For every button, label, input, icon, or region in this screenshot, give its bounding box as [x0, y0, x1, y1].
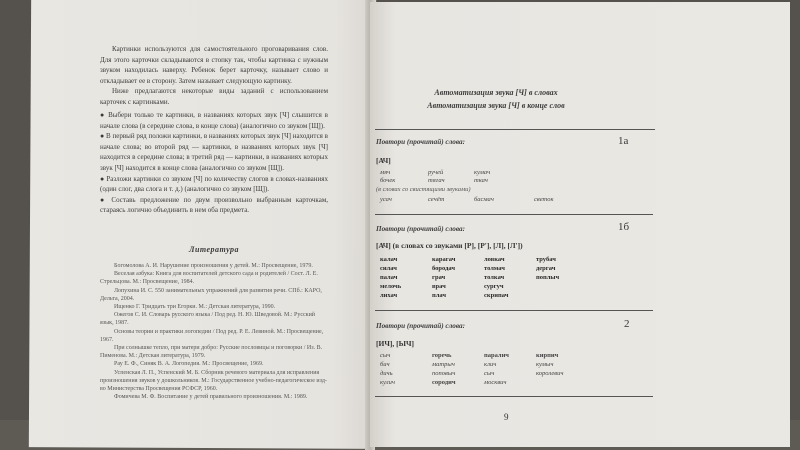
section-instruction: Повтори (прочитай) слова:	[376, 138, 466, 146]
word: кирпич	[536, 352, 559, 359]
word: москвич	[484, 379, 507, 386]
task-item: ● Выбери только те картинки, в названиях которых звук [Ч] слышится в начале слова (в середине слова, в конце слова) (аналогично со звуком [Щ]).	[100, 111, 328, 130]
word: бородач	[432, 265, 456, 272]
reference-item: Фомичева М. Ф. Воспитание у детей правильного произношения. М.: 1989.	[114, 394, 308, 401]
word: сечёт	[428, 196, 445, 203]
word: паралич	[484, 352, 509, 359]
word: грач	[432, 274, 446, 281]
note-text: Ниже предлагаются некоторые виды заданий с использованием карточек с картинками.	[100, 87, 328, 106]
word: трубач	[536, 256, 556, 263]
section-divider	[375, 310, 653, 311]
word: басмач	[474, 196, 494, 203]
sound-code: [ИЧ], [ЫЧ]	[376, 339, 414, 348]
word: матрыч	[432, 361, 455, 368]
word: дергач	[536, 265, 556, 272]
reference-item: Ожегов С. И. Словарь русского языка / Под ред. Н. Ю. Шведовой. М.: Русский язык, 1987.	[100, 312, 316, 327]
word: сыч	[380, 352, 391, 359]
task-item: ● Разложи картинки со звуком [Ч] по количеству слогов в словах-названиях (один слог, два слога и т. д.) (аналогично со звуком [Щ]).	[100, 174, 328, 194]
section-number: 1а	[618, 135, 629, 147]
word: лихач	[380, 292, 398, 299]
word: ловкач	[484, 256, 505, 263]
intro-paragraph	[100, 44, 328, 108]
literature-heading: Литература	[188, 245, 240, 254]
word: плач	[432, 292, 447, 299]
word: ткач	[474, 177, 488, 184]
page-title: Автоматизация звука [Ч] в словах	[434, 88, 558, 97]
word: горечь	[432, 352, 452, 359]
reference-item: Рау Е. Ф., Синяк В. А. Логопедия. М.: Просвещение, 1969.	[114, 361, 264, 368]
page-number: 9	[504, 412, 509, 422]
reference-item: Веселая азбука: Книга для воспитателей детского сада и родителей / Сост. Л. Е. Стрельцова. М.: Просвещение, 1984.	[100, 271, 318, 286]
section-instruction: Повтори (прочитай) слова:	[376, 225, 466, 233]
word: клич	[484, 361, 497, 368]
word: сургуч	[484, 283, 504, 290]
section-divider	[375, 214, 653, 215]
word: ручей	[428, 169, 444, 176]
reference-item: Богомолова А. И. Нарушение произношения у детей. М.: Просвещение, 1979.	[114, 263, 313, 269]
word: светок	[534, 196, 554, 203]
section-instruction: Повтори (прочитай) слова:	[376, 322, 466, 330]
word: кулич	[380, 379, 395, 386]
reference-item: Основы теории и практики логопедии / Под ред. Р. Е. Левиной. М.: Просвещение, 1967.	[100, 328, 324, 343]
word: толмач	[484, 265, 505, 272]
word: толкач	[484, 274, 505, 281]
section-divider	[375, 396, 653, 397]
sound-code: [АЧ]	[376, 156, 391, 165]
intro-text: Картинки используются для самостоятельного проговаривания слов. Для этого карточки складываются в стопку так, чтобы картинка с нужным звуком находилась наверху. Ребенок берет карточку, называет слово и откладывает ее в сторону. Затем называет следующую картинку.	[100, 45, 328, 85]
word: бич	[380, 361, 390, 368]
word: карагач	[432, 256, 456, 263]
word: мяч	[380, 169, 391, 176]
word: сородич	[432, 379, 456, 386]
word: поплыч	[536, 274, 560, 281]
word: мелочь	[380, 283, 402, 290]
word: королевич	[536, 370, 564, 377]
sound-code: [АЧ] (в словах со звуками [Р], [Р'], [Л], [Л'])	[376, 241, 523, 250]
word: кумыч	[536, 361, 554, 368]
task-item: ● Составь предложение по двум произвольно выбранным карточкам, стараясь логично объединить в нем оба предмета.	[100, 195, 329, 215]
task-item: ● В первый ряд положи картинки, в названиях которых звук [Ч] находится в начале слова; во второй ряд — картинки, в названиях которых звук [Ч] находится в середине слова; в третий ряд — картинки, в названиях которых звук [Ч] находится в конце слова (аналогично со звуком [Щ]).	[100, 132, 328, 172]
word: палач	[380, 274, 398, 281]
reference-item: Успенская Л. П., Успенский М. Б. Сборник речевого материала для исправления произношения звуков у дошкольников. М.: Государственное учебно-педагогическое изд-во Министерства Просвещения РСФСР, 1960.	[100, 369, 327, 393]
section-number: 1б	[618, 221, 630, 233]
task-list	[100, 110, 328, 216]
section-number: 2	[624, 318, 630, 330]
reference-item: При солнышке тепло, при матери добро: Русские пословицы и поговорки / Из. В. Пименова. М.: Детская литература, 1979.	[100, 345, 323, 360]
word: калач	[380, 256, 398, 263]
word: силач	[380, 265, 397, 272]
reference-list	[100, 262, 328, 401]
word: врач	[432, 283, 446, 290]
reference-item: Ищенко Г. Тридцать три Егорки. М.: Детская литература, 1990.	[114, 304, 276, 311]
reference-item: Лопухина И. С. 550 занимательных упражнений для развития речи. СПб.: КАРО, Дельта, 2004.	[100, 287, 322, 302]
word: усач	[380, 196, 392, 203]
word: сыч	[484, 370, 495, 377]
section-divider	[375, 129, 655, 130]
word: тягач	[428, 177, 445, 184]
word: кумач	[474, 169, 491, 176]
section-note: (в словах со свистящими звуками)	[376, 186, 471, 193]
page-subtitle: Автоматизация звука [Ч] в конце слов	[427, 101, 565, 110]
word: дичь	[380, 370, 393, 377]
word: бочек	[380, 177, 396, 184]
word: скрипач	[484, 292, 509, 299]
word: поповыч	[432, 370, 456, 377]
